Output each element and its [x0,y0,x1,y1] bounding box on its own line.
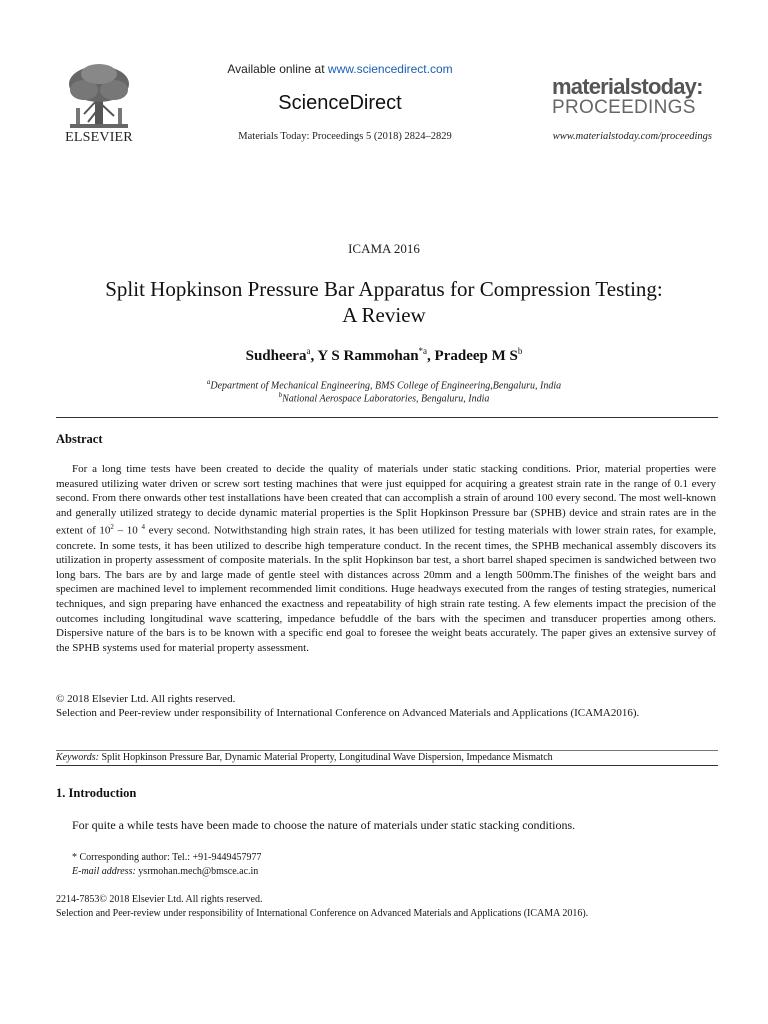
sciencedirect-link[interactable]: www.sciencedirect.com [327,62,453,76]
affiliation-1 [0,378,768,391]
author-affiliation-mark: a [306,346,311,356]
author-name: Y S Rammohan [317,348,419,364]
platform-name: ScienceDirect [278,92,402,114]
journal-reference: Materials Today: Proceedings 5 (2018) 2824–2829 [238,131,452,142]
affiliation-2 [0,391,768,404]
keywords-line [56,752,716,763]
abstract-body [56,462,716,655]
tree-icon [62,62,136,132]
author-affiliation-mark: *a [418,346,428,356]
conference-name: ICAMA 2016 [348,241,420,256]
author-list: Sudheera$^a$, Y S Rammohan$^{*a}$, Pradeep M $S^b$ [245,346,523,364]
intro-paragraph: For quite a while tests have been made to choose the nature of materials under static stacking conditions. [72,818,576,832]
materials-today-logo [552,76,712,118]
email-label: E-mail address: [72,866,136,877]
title-line-2: A Review [342,303,426,327]
keywords-text: Split Hopkinson Pressure Bar, Dynamic Material Property, Longitudinal Wave Dispersion, Impedance Mismatch [98,752,553,763]
email-note [72,866,258,877]
author-name: Sudheera [245,348,307,364]
email-address[interactable]: ysrmohan.mech@bmsce.ac.in [135,866,259,877]
divider [56,750,718,751]
affiliation-text: Department of Mechanical Engineering, BMS College of Engineering,Bengaluru, India [210,380,562,392]
affiliation-mark: b [278,391,283,399]
section-heading: 1. Introduction [56,786,137,800]
paper-title [40,276,728,328]
publisher-name: ELSEVIER [65,130,133,145]
divider [56,417,718,418]
journal-url[interactable]: www.materialstoday.com/proceedings [552,131,712,142]
title-line-1: Split Hopkinson Pressure Bar Apparatus for Compression Testing: [105,277,663,301]
available-prefix: Available online at [227,62,328,76]
affiliation-mark: a [206,378,211,386]
author-name: Pradeep M S [434,348,518,364]
range-dash: – 10 [113,525,142,538]
issn-line: 2214-7853© 2018 Elsevier Ltd. All rights reserved. [56,894,263,905]
peer-review-statement: Selection and Peer-review under responsibility of International Conference on Advanced Materials and Applications (ICAMA2016). [56,707,640,719]
footer-review-statement: Selection and Peer-review under responsibility of International Conference on Advanced Materials and Applications (ICAMA 2016). [56,908,589,919]
abstract-heading: Abstract [56,432,103,446]
author-affiliation-mark: b [517,346,523,356]
divider [56,765,718,766]
brand-line-2: PROCEEDINGS [552,97,696,118]
availability-line [220,62,460,76]
abstract-text-2: every second. Notwithstanding high strain rates, it has been utilized for testing materials with lower strain rates, for example, concrete. In some tests, it has been utilized to describe high temperature conduct. In the recent times, the SPHB mechanical assembly discovers its utilization in property assessment of composite materials. In the split Hopkinson bar test, a short barrel shaped specimen is sandwiched between two long bars. The bars are by and large made of gentle steel with distances across 20mm and a length 500mm.The finishes of the weight bars and specimen are machined level to implement recommended limit conditions. Huge headways executed from the ranges of testing strategies, numerical techniques, and sign preparing have enhanced the exactness and repeatability of high strain rate testing. A few elements impact the precision of the outcomes including longitudinal wave scattering, impedance befuddle of the bars with the specimen and transducer properties among others. Dispersive nature of the bars is to be known with a specific end goal to foresee the weight beats accurately. The paper gives an extensive survey of the SPHB systems used for material property assessment. [56,525,716,654]
abstract-text-1: For a long time tests have been created to decide the quality of materials under static stacking conditions. Prior, material properties were measured utilizing water driven or screw sort testing machines that were just equipped for acquiring a greatest strain rate in the range of 0.1 every second. From there onwards other test installations have been created that can accomplish a strain of around 100 every second. The most well-known and generally utilized strategy to decide dynamic material properties is the Split Hopkinson Pressure bar (SPHB) device and strain rates are in the extent of 10 [56,463,716,538]
keywords-label: Keywords: [56,752,99,763]
exponent: 2 [110,523,114,532]
copyright-line: © 2018 Elsevier Ltd. All rights reserved. [56,693,236,705]
exponent: 4 [141,523,145,532]
corresponding-author-note: * Corresponding author: Tel.: +91-9449457977 [72,852,262,863]
affiliation-text: National Aerospace Laboratories, Bengaluru, India [282,393,490,405]
brand-line-1: materialstoday: [552,74,703,99]
